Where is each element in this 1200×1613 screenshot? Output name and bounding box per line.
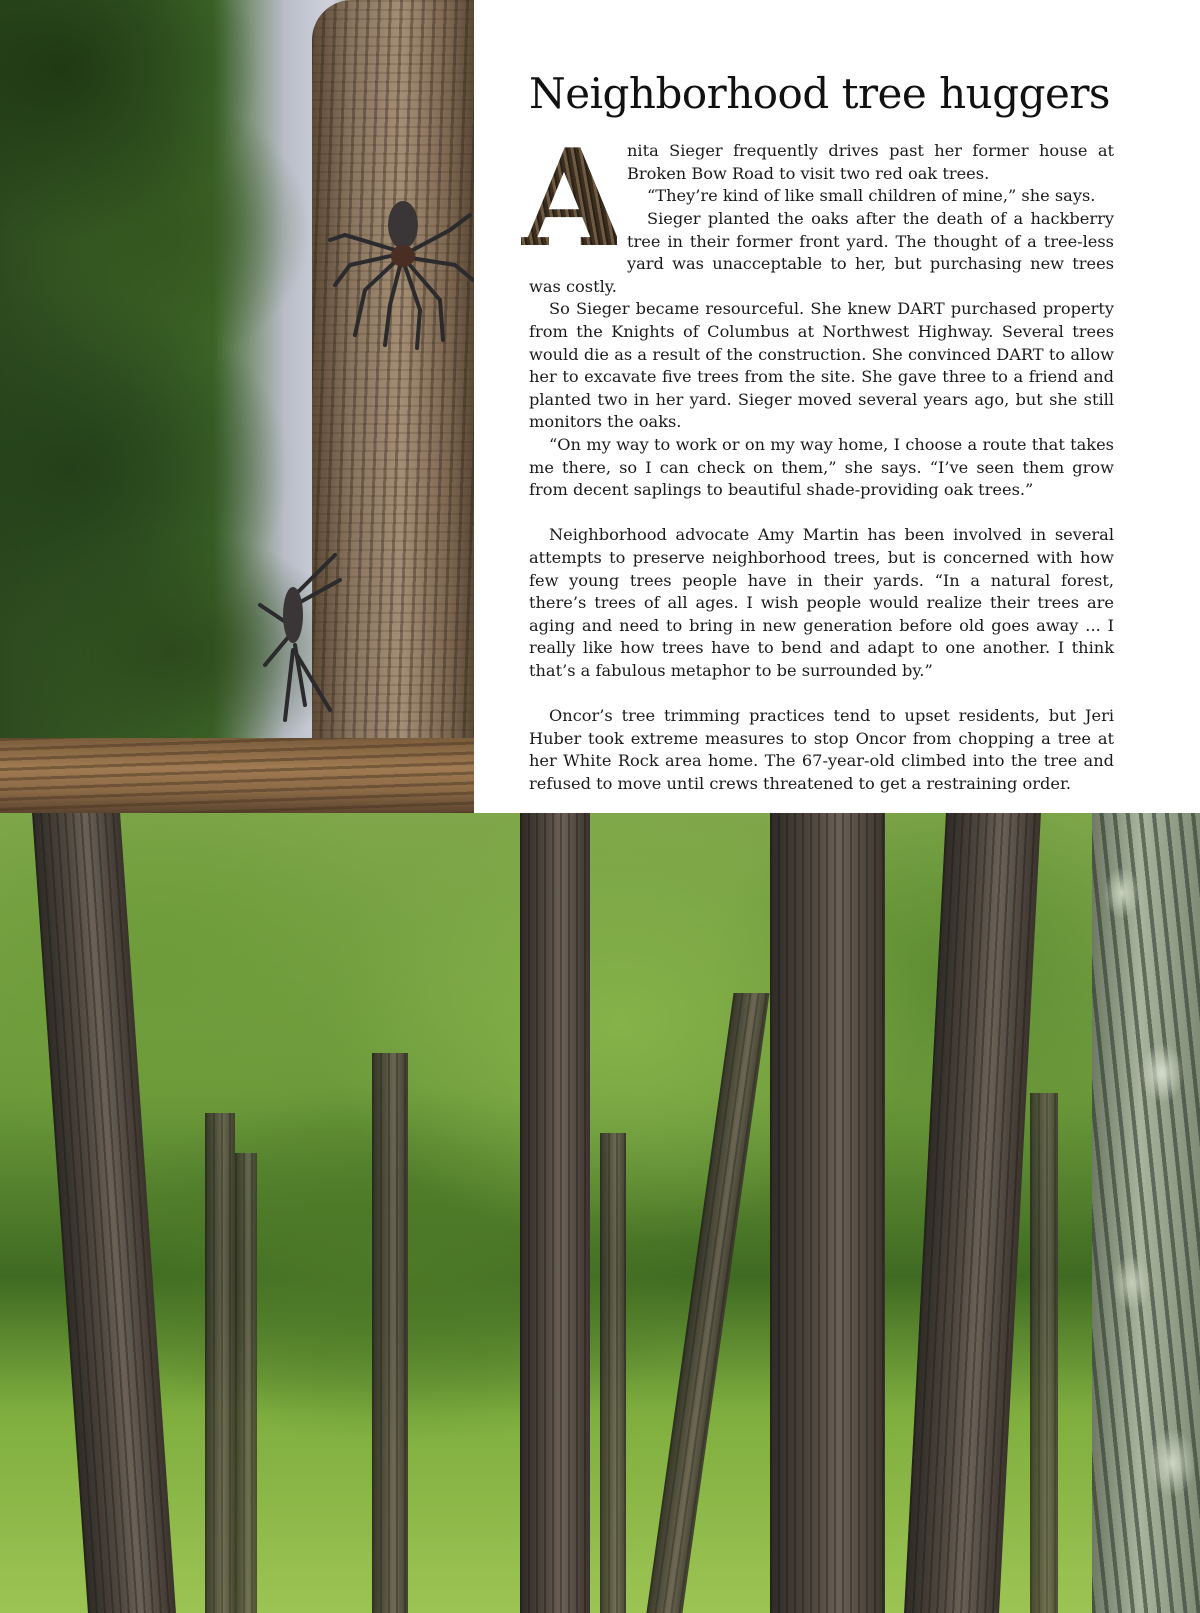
article-paragraph: “On my way to work or on my way home, I choose a route that takes me there, so I can check on them,” she says. “I’ve seen them grow from decent saplings to beautiful shade-providing oak trees.” (529, 435, 1114, 500)
drop-cap: A (521, 119, 625, 278)
lichen-bark-closeup (1092, 813, 1200, 1613)
tree-trunk (1030, 1093, 1058, 1613)
tree-trunk (520, 813, 590, 1613)
tree-trunk (372, 1053, 408, 1613)
article-paragraph: Oncor’s tree trimming practices tend to upset residents, but Jeri Huber took extreme measures to stop Oncor from chopping a tree at her White Rock area home. The 67-year-old climbed into the tree and refused to move until crews threatened to get a restraining order. (529, 706, 1114, 793)
headline: Neighborhood tree huggers (529, 69, 1110, 118)
tree-trunk (205, 1113, 235, 1613)
tree-trunk (32, 813, 176, 1613)
photo-oak-trunk-spider-sculpture (0, 0, 474, 813)
tree-trunk (600, 1133, 626, 1613)
article-paragraph: So Sieger became resourceful. She knew DART purchased property from the Knights of Columbus at Northwest Highway. Several trees would die as a result of the construction. She convinced DART to allow her to excavate five trees from the site. She gave three to a friend and planted two in her yard. Sieger moved several years ago, but she still monitors the oaks. (529, 299, 1114, 432)
tree-trunk (904, 813, 1041, 1613)
article-paragraph: nita Sieger frequently drives past her former house at Broken Bow Road to visit two red oak trees. (627, 141, 1114, 183)
article-paragraph: Neighborhood advocate Amy Martin has been involved in several attempts to preserve neighborhood trees, but is concerned with how few young trees people have in their yards. “In a natural forest, there’s trees of all ages. I wish people would realize their trees are aging and need to bring in new generation before old goes away ... I really like how trees have to bend and adapt to one another. I think that’s a fabulous metaphor to be surrounded by.” (529, 525, 1114, 680)
tree-trunk (646, 993, 769, 1613)
article (521, 69, 1114, 796)
article-paragraph: “They’re kind of like small children of mine,” she says. (647, 186, 1096, 206)
tree-trunk (235, 1153, 257, 1613)
photo-forest-trunks (0, 813, 1200, 1613)
spider-sculpture-upper (325, 180, 474, 350)
fallen-log-base (0, 738, 474, 813)
article-paragraph: Sieger planted the oaks after the death of a hackberry tree in their former front yard. The thought of a tree-less yard was unacceptable to her, but purchasing new trees was costly. (529, 209, 1114, 296)
tree-trunk (770, 813, 885, 1613)
spider-sculpture-lower (255, 535, 345, 725)
